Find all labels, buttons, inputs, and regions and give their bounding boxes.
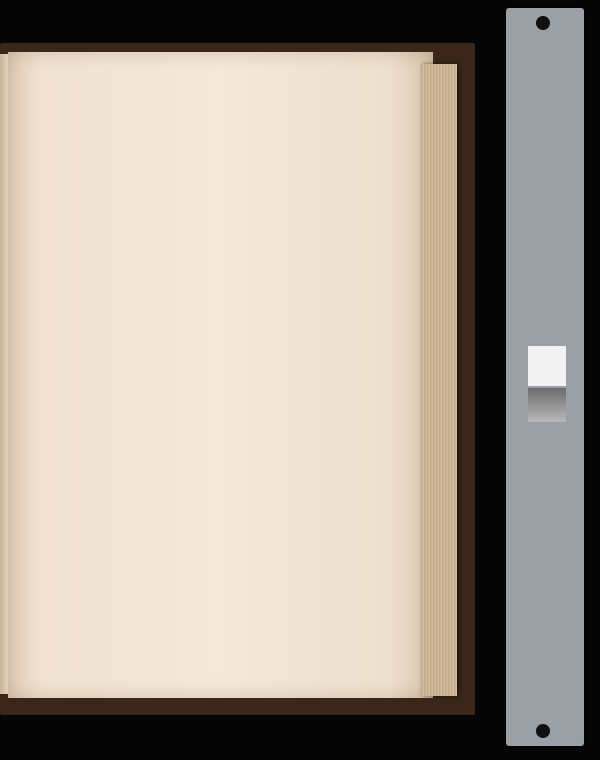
book-page (8, 52, 433, 698)
checker-brand-text (552, 60, 566, 360)
running-header (42, 81, 414, 97)
target-hole-top (536, 16, 550, 30)
checker-label-card (528, 346, 566, 386)
page-block-edge (421, 64, 457, 696)
checker-illuminant-text (548, 540, 562, 730)
gray-patch (528, 388, 566, 422)
